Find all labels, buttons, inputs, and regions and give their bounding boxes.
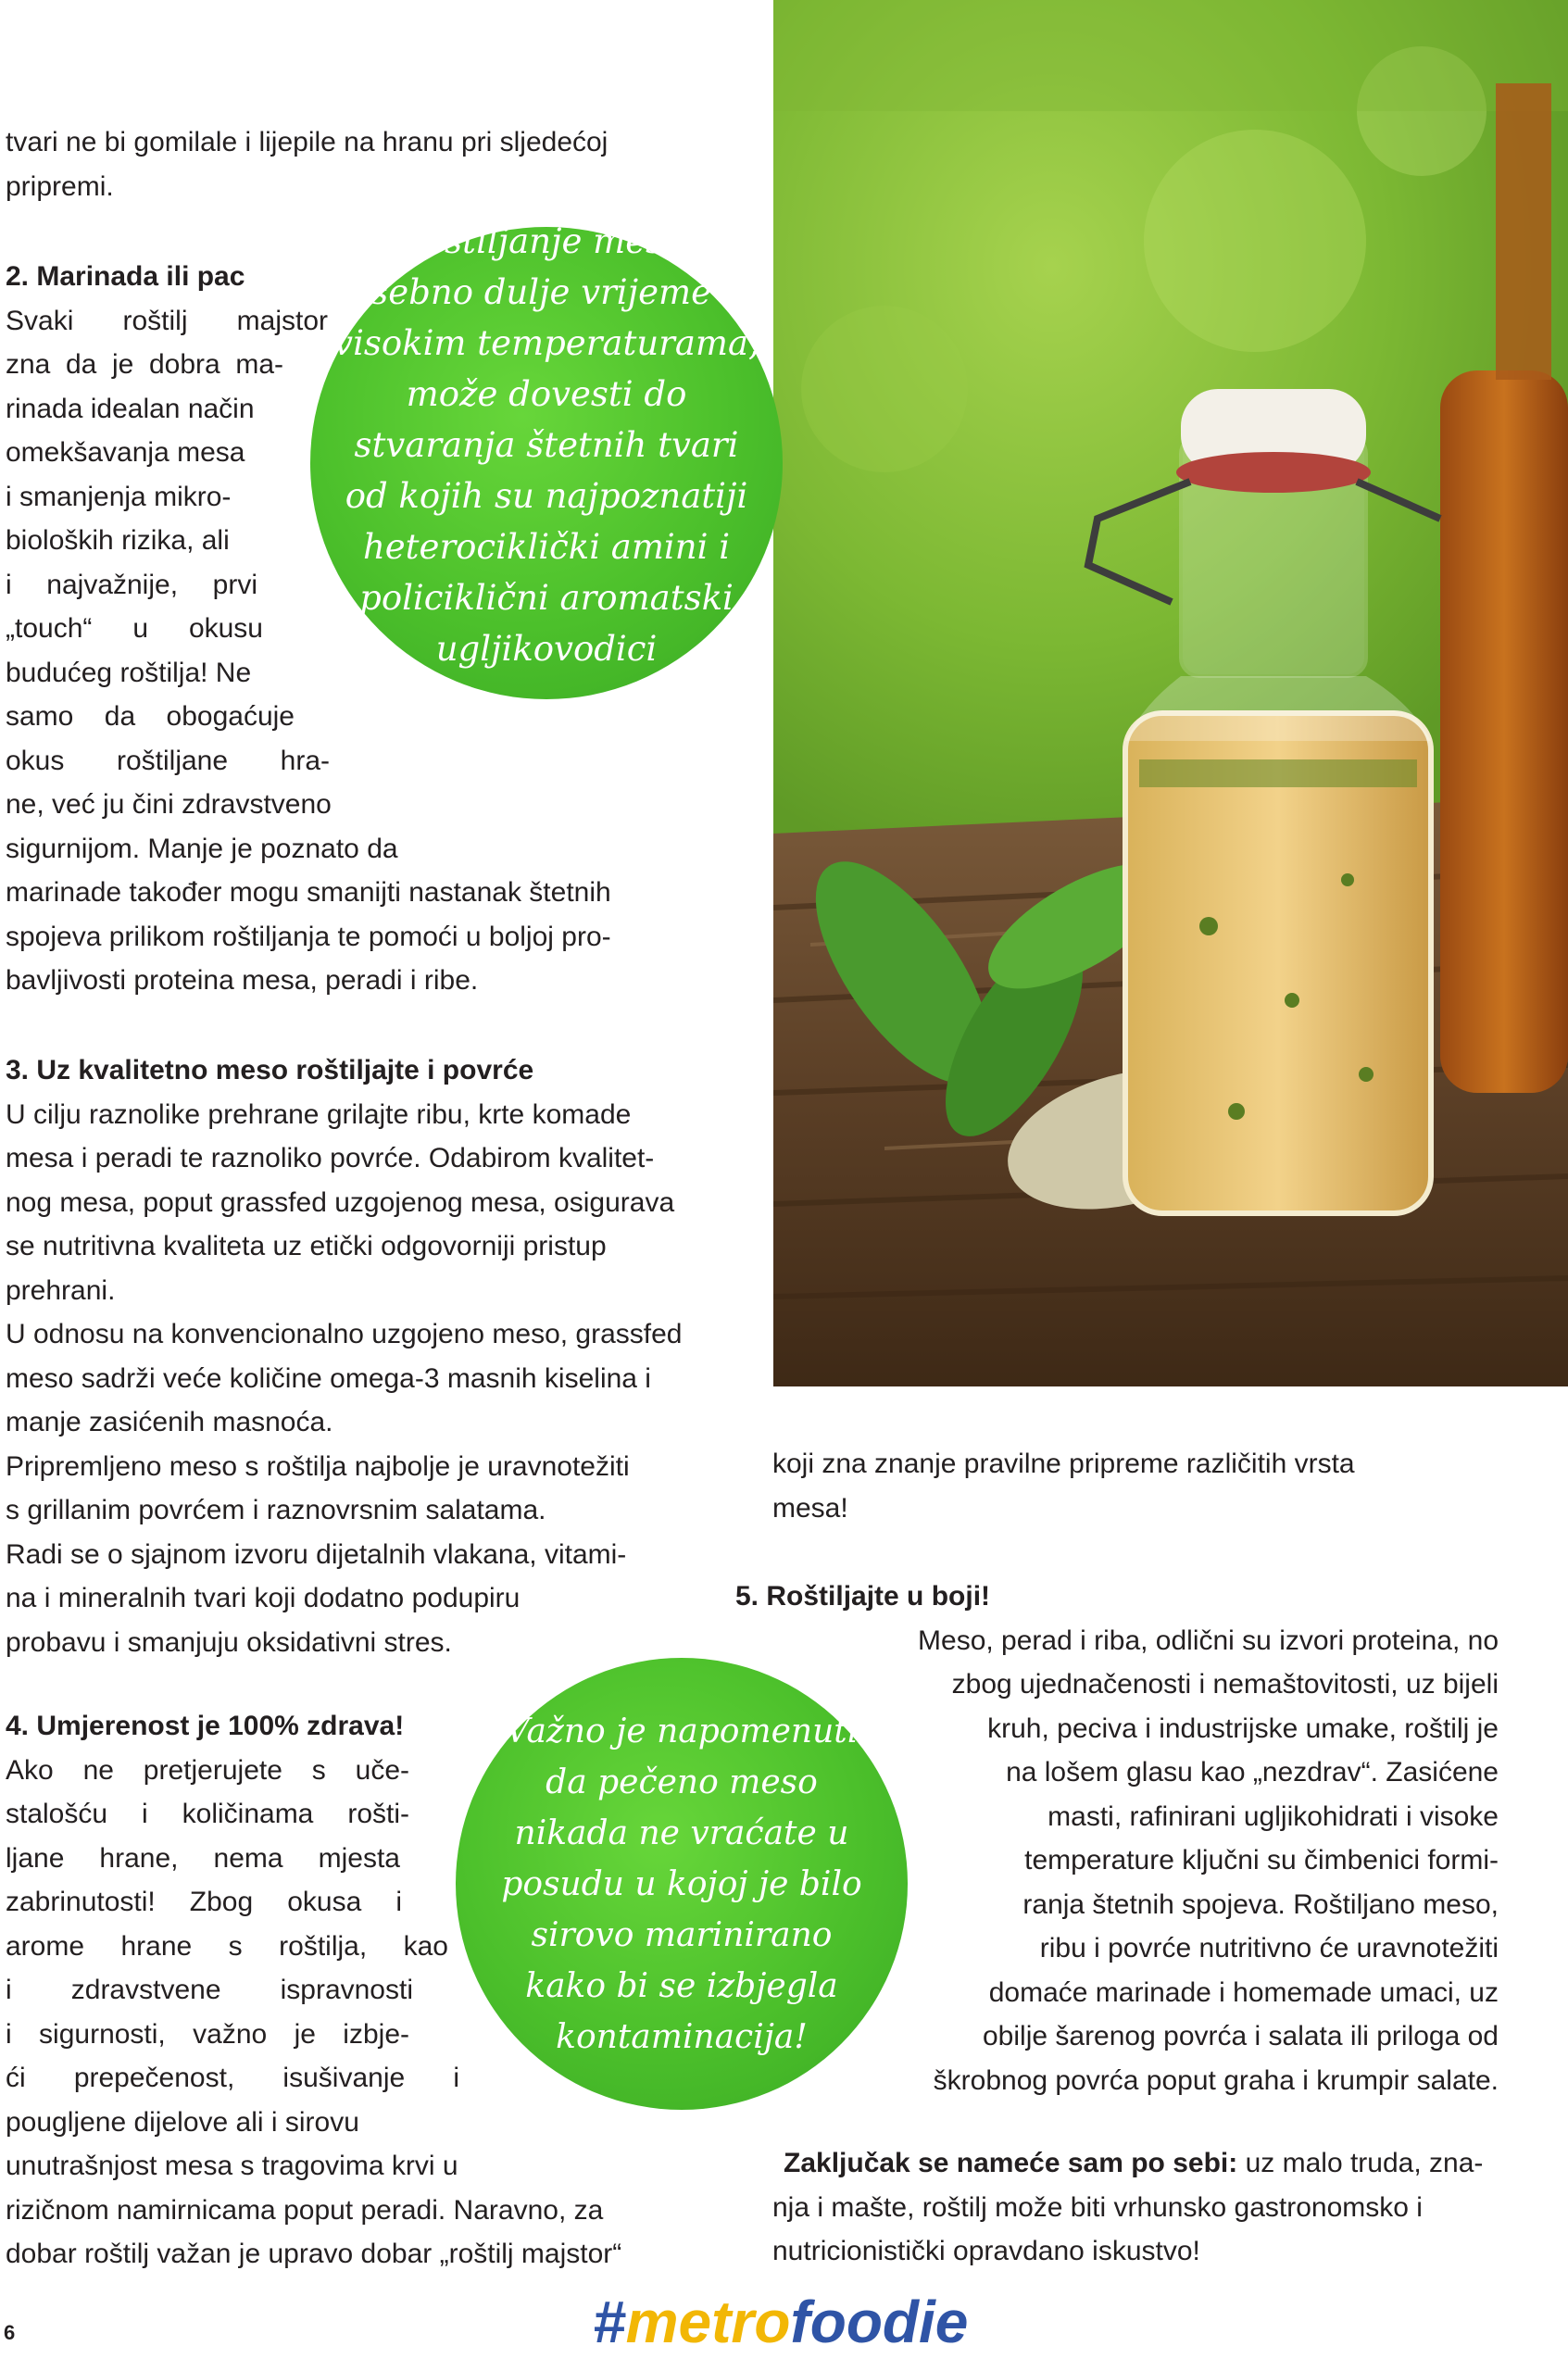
text-line: arome hrane s roštilja, kao — [6, 1930, 448, 1962]
text-line: se nutritivna kvaliteta uz etički odgovorniji pristup — [6, 1231, 607, 1261]
text-line: mesa i peradi te raznoliko povrće. Odabirom kvalitet- — [6, 1143, 655, 1173]
conclusion-rest: uz malo truda, zna- — [1237, 2148, 1484, 2178]
text-line: bavljivosti proteina mesa, peradi i ribe. — [6, 965, 479, 996]
text-line: Svaki roštilj majstor — [6, 305, 328, 336]
text-line: zabrinutosti! Zbog okusa i — [6, 1887, 402, 1917]
callout-line: sirovo marinirano — [531, 1915, 833, 1954]
callout-line: Važno je napomenuti — [505, 1712, 859, 1750]
text-line: zbog ujednačenosti i nemaštovitosti, uz bijeli — [951, 1669, 1499, 1700]
brand-hash: # — [593, 2289, 626, 2355]
section-heading: 2. Marinada ili pac — [6, 261, 245, 292]
text-line: „touch“ u okusu — [6, 613, 263, 644]
text-line: na i mineralnih tvari koji dodatno podupiru — [6, 1583, 521, 1613]
text-line: probavu i smanjuju oksidativni stres. — [6, 1626, 452, 1658]
callout-line: heterociklički amini i — [362, 526, 731, 567]
text-line: spojeva prilikom roštiljanja te pomoći u boljoj pro- — [6, 921, 611, 952]
text-line: rinada idealan način — [6, 393, 255, 424]
text-line: dobar roštilj važan je upravo dobar „roštilj majstor“ — [6, 2239, 622, 2269]
text-line: pripremi. — [6, 170, 114, 202]
text-line: bioloških rizika, ali — [6, 525, 230, 556]
text-line: na lošem glasu kao „nezdrav“. Zasićene — [1006, 1757, 1499, 1788]
text-line: ribu i povrće nutritivno će uravnotežiti — [1039, 1933, 1499, 1963]
text-line: manje zasićenih masnoća. — [6, 1407, 333, 1437]
callout-line: posebno dulje vrijeme na — [328, 271, 765, 312]
callout-line: stvaranja štetnih tvari — [354, 424, 739, 465]
text-line: i zdravstvene ispravnosti — [6, 1975, 413, 2005]
section-heading: 3. Uz kvalitetno meso roštiljajte i povrće — [6, 1055, 534, 1085]
text-line: domaće marinade i homemade umaci, uz — [988, 1976, 1499, 2008]
section-heading: 5. Roštiljajte u boji! — [735, 1581, 991, 1612]
text-line: koji zna znanje pravilne pripreme različitih vrsta — [772, 1449, 1355, 1479]
section-3 — [6, 1048, 723, 1664]
text-line: ne, već ju čini zdravstveno — [6, 789, 332, 820]
text-line: mesa! — [772, 1492, 848, 1524]
callout-line: može dovesti do — [406, 373, 687, 414]
text-line: zna da je dobra ma- — [6, 349, 283, 380]
text-line: meso sadrži veće količine omega-3 masnih kiselina i — [6, 1362, 651, 1394]
text-line: sigurnijom. Manje je poznato da — [6, 833, 398, 864]
text-line: Meso, perad i riba, odlični su izvori proteina, no — [918, 1625, 1499, 1656]
text-line: ranja štetnih spojeva. Roštiljano meso, — [1022, 1888, 1499, 1920]
intro-paragraph — [6, 120, 709, 208]
callout-line: visokim temperaturama, — [333, 322, 759, 363]
text-line: U cilju raznolike prehrane grilajte ribu, krte komade — [6, 1098, 632, 1130]
text-line: i smanjenja mikro- — [6, 481, 232, 512]
text-line: rizičnom namirnicama poput peradi. Naravno, za — [6, 2194, 604, 2226]
text-line: i sigurnosti, važno je izbje- — [6, 2018, 409, 2050]
text-line: ći prepečenost, isušivanje i — [6, 2063, 459, 2093]
text-line: prehrani. — [6, 1274, 116, 1306]
callout-line: da pečeno meso — [546, 1763, 818, 1801]
text-line: unutrašnjost mesa s tragovima krvi u — [6, 2151, 458, 2181]
section-heading: 4. Umjerenost je 100% zdrava! — [6, 1711, 405, 1741]
text-line: Pripremljeno meso s roštilja najbolje je uravnotežiti — [6, 1450, 630, 1482]
conclusion — [772, 2141, 1541, 2274]
text-line: nutricionistički opravdano iskustvo! — [772, 2236, 1200, 2266]
text-line: kruh, peciva i industrijske umake, roštilj je — [987, 1712, 1499, 1744]
text-line: stalošću i količinama rošti- — [6, 1799, 409, 1829]
brand-foodie: foodie — [790, 2289, 969, 2355]
callout-line: kontaminacija! — [556, 2017, 808, 2056]
text-line: Radi se o sjajnom izvoru dijetalnih vlakana, vitami- — [6, 1538, 627, 1570]
page-number: 6 — [4, 2321, 16, 2344]
text-line: omekšavanja mesa — [6, 437, 245, 468]
text-line: masti, rafinirani ugljikohidrati i visoke — [1047, 1800, 1499, 1832]
text-line: tvari ne bi gomilale i lijepile na hranu pri sljedećoj — [6, 127, 608, 157]
callout-line: kako bi se izbjegla — [525, 1966, 838, 2005]
text-line: pougljene dijelove ali i sirovu — [6, 2106, 359, 2138]
text-line: ljane hrane, nema mjesta — [6, 1842, 400, 1874]
callout-line: od kojih su najpoznatiji — [345, 475, 748, 516]
text-line: marinade također mogu smanijti nastanak štetnih — [6, 877, 611, 908]
callout-line: Roštiljanje mesa, — [398, 220, 695, 261]
text-line: Ako ne pretjerujete s uče- — [6, 1754, 409, 1786]
photo-illustration — [773, 0, 1568, 1386]
text-line: nog mesa, poput grassfed uzgojenog mesa, osigurava — [6, 1186, 675, 1218]
callout-text — [328, 216, 764, 674]
text-line: s grillanim povrćem i raznovrsnim salatama. — [6, 1495, 546, 1525]
callout-line: posudu u kojoj je bilo — [501, 1864, 862, 1903]
conclusion-lead: Zaključak se nameće sam po sebi: — [784, 2148, 1238, 2178]
text-line: nja i mašte, roštilj može biti vrhunsko gastronomsko i — [772, 2191, 1423, 2223]
brand-metro: metro — [625, 2289, 791, 2355]
conclusion-first-line — [772, 2141, 1541, 2186]
marinade-bottle-photo — [773, 0, 1568, 1386]
text-line: i najvažnije, prvi — [6, 569, 257, 600]
brand-hashtag-logo — [593, 2288, 968, 2356]
text-line: okus roštiljane hra- — [6, 745, 330, 776]
text-line: obilje šarenog povrća i salata ili priloga od — [983, 2021, 1499, 2051]
text-line: budućeg roštilja! Ne — [6, 657, 252, 688]
section-5 — [735, 1574, 1499, 2102]
text-line: samo da obogaćuje — [6, 701, 295, 732]
callout-line: nikada ne vraćate u — [514, 1813, 849, 1852]
callout-circle-carcinogens — [310, 220, 783, 699]
text-line: škrobnog povrća poput graha i krumpir salate. — [933, 2064, 1499, 2096]
col2-continuation — [772, 1442, 1541, 1530]
callout-line: ugljikovodici — [435, 628, 658, 669]
callout-line: policiklični aromatski — [359, 577, 734, 618]
text-line: temperature ključni su čimbenici formi- — [1024, 1845, 1499, 1875]
text-line: U odnosu na konvencionalno uzgojeno meso, grassfed — [6, 1319, 683, 1349]
